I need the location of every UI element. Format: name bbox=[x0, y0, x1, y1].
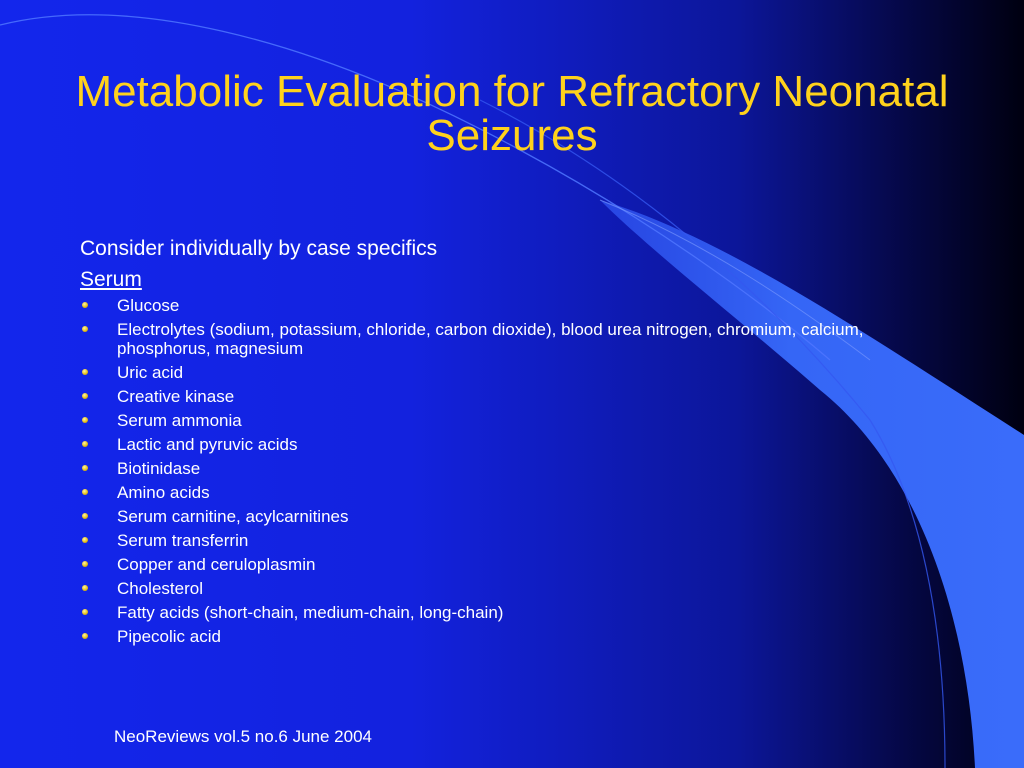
gold-round-bullet-icon bbox=[82, 489, 88, 495]
list-item-text: Copper and ceruloplasmin bbox=[117, 555, 316, 574]
gold-round-bullet-icon bbox=[82, 609, 88, 615]
gold-round-bullet-icon bbox=[82, 441, 88, 447]
list-item-text: Lactic and pyruvic acids bbox=[117, 435, 298, 454]
gold-round-bullet-icon bbox=[82, 369, 88, 375]
list-item-text: Glucose bbox=[117, 296, 180, 315]
list-item-text: Electrolytes (sodium, potassium, chloride, carbon dioxide), blood urea nitrogen, chromium, calcium, phosphorus, magnesium bbox=[117, 320, 864, 358]
list-item-text: Serum transferrin bbox=[117, 531, 249, 550]
list-item-text: Serum ammonia bbox=[117, 411, 242, 430]
gold-round-bullet-icon bbox=[82, 393, 88, 399]
list-item bbox=[82, 507, 932, 526]
list-item-text: Amino acids bbox=[117, 483, 210, 502]
list-item-text: Creative kinase bbox=[117, 387, 235, 406]
list-item-text: Biotinidase bbox=[117, 459, 201, 478]
gold-round-bullet-icon bbox=[82, 585, 88, 591]
list-item bbox=[82, 411, 932, 430]
list-item bbox=[82, 579, 932, 598]
list-item bbox=[82, 320, 932, 358]
gold-round-bullet-icon bbox=[82, 326, 88, 332]
citation-footer: NeoReviews vol.5 no.6 June 2004 bbox=[114, 727, 372, 746]
list-item bbox=[82, 387, 932, 406]
list-item bbox=[82, 363, 932, 382]
gold-round-bullet-icon bbox=[82, 417, 88, 423]
gold-round-bullet-icon bbox=[82, 561, 88, 567]
slide-title: Metabolic Evaluation for Refractory Neonatal Seizures bbox=[75, 67, 949, 160]
list-item-text: Serum carnitine, acylcarnitines bbox=[117, 507, 349, 526]
list-item bbox=[82, 459, 932, 478]
intro-text: Consider individually by case specifics bbox=[80, 237, 438, 260]
list-item bbox=[82, 531, 932, 550]
list-item-text: Uric acid bbox=[117, 363, 184, 382]
list-item bbox=[82, 627, 932, 646]
list-item bbox=[82, 603, 932, 622]
serum-test-list bbox=[82, 296, 932, 651]
gold-round-bullet-icon bbox=[82, 537, 88, 543]
list-item-text: Pipecolic acid bbox=[117, 627, 221, 646]
section-label-serum: Serum bbox=[80, 268, 142, 291]
gold-round-bullet-icon bbox=[82, 513, 88, 519]
list-item bbox=[82, 555, 932, 574]
gold-round-bullet-icon bbox=[82, 302, 88, 308]
list-item bbox=[82, 435, 932, 454]
list-item-text: Fatty acids (short-chain, medium-chain, long-chain) bbox=[117, 603, 504, 622]
gold-round-bullet-icon bbox=[82, 465, 88, 471]
gold-round-bullet-icon bbox=[82, 633, 88, 639]
list-item-text: Cholesterol bbox=[117, 579, 203, 598]
list-item bbox=[82, 483, 932, 502]
list-item bbox=[82, 296, 932, 315]
